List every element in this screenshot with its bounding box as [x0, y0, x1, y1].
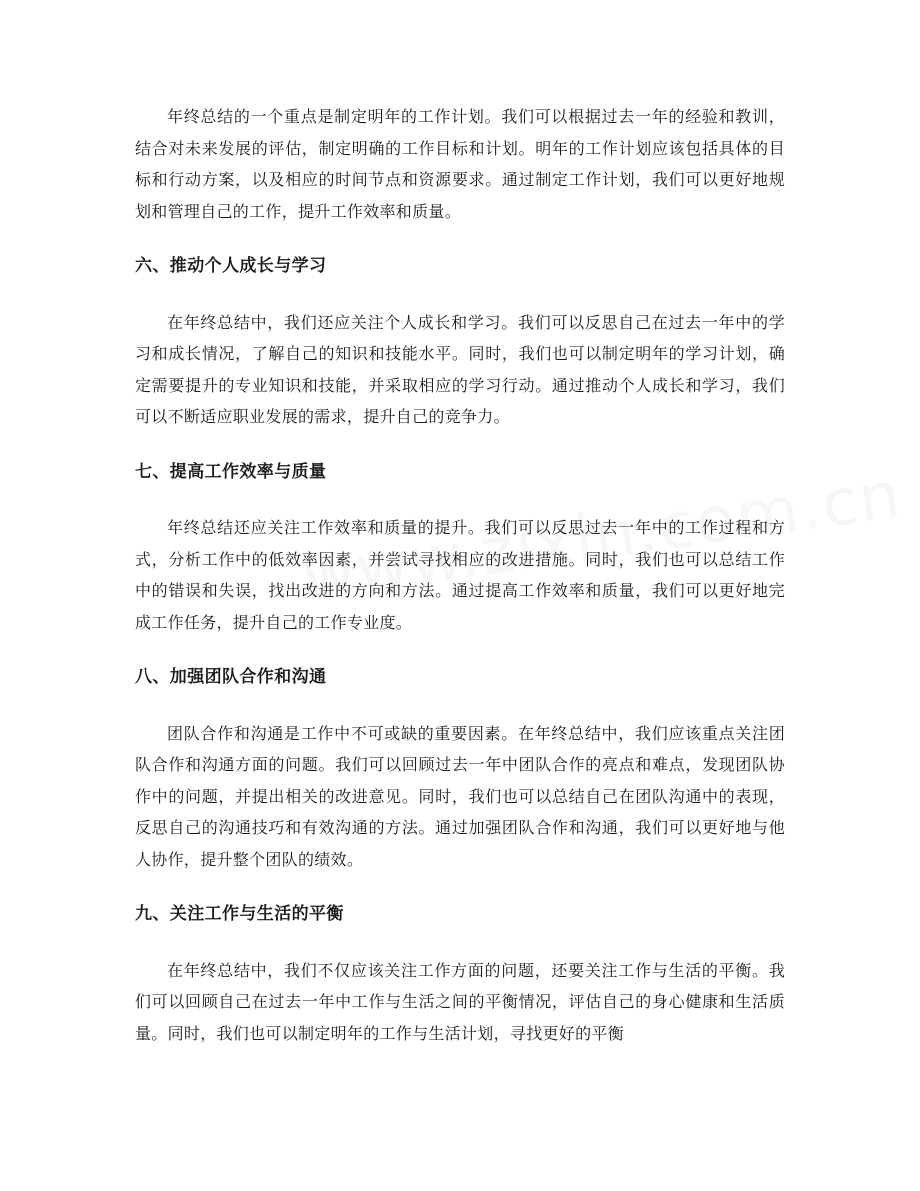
section-heading-8: 八、加强团队合作和沟通 — [135, 667, 327, 687]
document-body — [135, 101, 785, 1049]
section-paragraph-6: 在年终总结中，我们还应关注个人成长和学习。我们可以反思自己在过去一年中的学习和成长情况，了解自己的知识和技能水平。同时，我们也可以制定明年的学习计划，确定需要提升的专业知识和技能，并采取相应的学习行动。通过推动个人成长和学习，我们可以不断适应职业发展的需求，提升自己的竞争力。 — [135, 312, 785, 426]
section-paragraph-7: 年终总结还应关注工作效率和质量的提升。我们可以反思过去一年中的工作过程和方式，分析工作中的低效率因素，并尝试寻找相应的改进措施。同时，我们也可以总结工作中的错误和失误，找出改进的方向和方法。通过提高工作效率和质量，我们可以更好地完成工作任务，提升自己的工作专业度。 — [135, 518, 785, 632]
section-heading-7: 七、提高工作效率与质量 — [135, 461, 327, 482]
intro-paragraph: 年终总结的一个重点是制定明年的工作计划。我们可以根据过去一年的经验和教训，结合对未来发展的评估，制定明确的工作目标和计划。明年的工作计划应该包括具体的目标和行动方案，以及相应的时间节点和资源要求。通过制定工作计划，我们可以更好地规划和管理自己的工作，提升工作效率和质量。 — [135, 107, 785, 221]
section-heading-6: 六、推动个人成长与学习 — [135, 256, 327, 276]
section-paragraph-8: 团队合作和沟通是工作中不可或缺的重要因素。在年终总结中，我们应该重点关注团队合作和沟通方面的问题。我们可以回顾过去一年中团队合作的亮点和难点，发现团队协作中的问题，并提出相关的改进意见。同时，我们也可以总结自己在团队沟通中的表现，反思自己的沟通技巧和有效沟通的方法。通过加强团队合作和沟通，我们可以更好地与他人协作，提升整个团队的绩效。 — [135, 723, 785, 869]
section-heading-9: 九、关注工作与生活的平衡 — [135, 904, 344, 924]
section-paragraph-9: 在年终总结中，我们不仅应该关注工作方面的问题，还要关注工作与生活的平衡。我们可以回顾自己在过去一年中工作与生活之间的平衡情况，评估自己的身心健康和生活质量。同时，我们也可以制定明年的工作与生活计划，寻找更好的平衡 — [135, 960, 785, 1043]
